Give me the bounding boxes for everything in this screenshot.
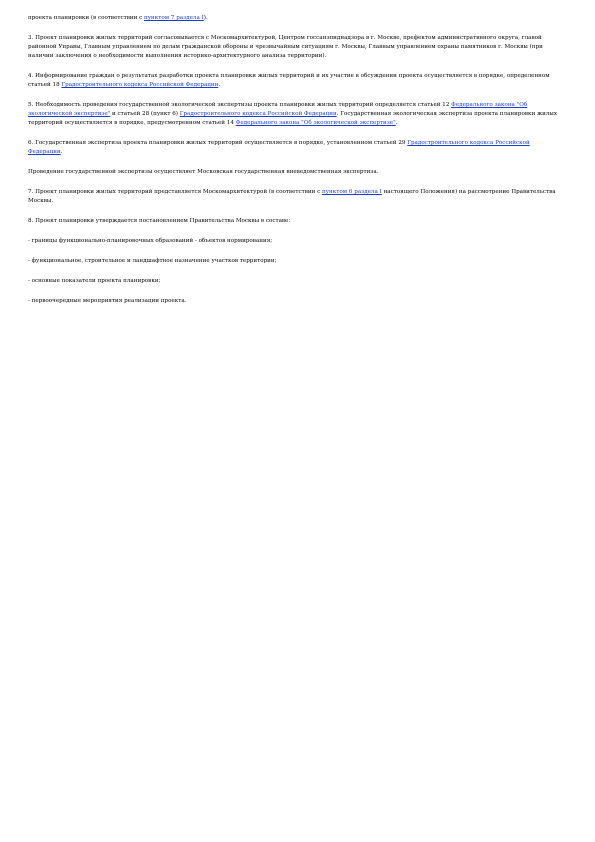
text: и статьей 28 (пункт 6)	[110, 111, 180, 117]
link-gradostroitelnyi-kodeks[interactable]: Градостроительного кодекса Российской Федерации	[179, 111, 337, 117]
document-page	[28, 14, 558, 317]
text: - основные показатели проекта планировки;	[28, 278, 161, 284]
text: ).	[203, 15, 208, 21]
text: 6. Государственная экспертиза проекта планировки жилых территорий осуществляется в порядке, установленном статьей 29	[28, 140, 408, 146]
text: .	[218, 82, 221, 88]
link-federal-law-ecological-expertise[interactable]: Федерального закона "Об экологической экспертизе"	[235, 120, 396, 126]
paragraph-6-expertise	[28, 168, 558, 177]
text: - функциональное, строительное и ландшафтное назначение участков территории;	[28, 258, 277, 264]
text: 5. Необходимость проведения государственной экологической экспертизы проекта планировки жилых территорий определяется статьей 12	[28, 102, 452, 108]
link-punkt-7-razdela-1[interactable]: пунктом 7 раздела I	[144, 15, 204, 21]
paragraph-6	[28, 139, 558, 157]
list-item	[28, 237, 558, 246]
text: настоящего Положения) на рассмотрение Правительства Москвы.	[28, 189, 556, 204]
link-federal-law-ecological-expertise[interactable]: Федерального закона "Об экологической экспертизе"	[28, 102, 528, 117]
text: .	[60, 149, 63, 155]
paragraph-continuation	[28, 14, 558, 23]
paragraph-8	[28, 217, 558, 226]
text: .	[395, 120, 398, 126]
text: Проведение государственной экспертизы осуществляет Московская государственная вневедомственная экспертиза.	[28, 169, 379, 175]
text: проекта планировки (в соответствии с	[28, 15, 145, 21]
list-item	[28, 257, 558, 266]
text: - границы функционально-планировочных образований - объектов нормирования;	[28, 238, 273, 244]
text: 4. Информирование граждан о результатах разработки проекта планировки жилых территорий и их участие в обсуждении проекта осуществляется в порядке, определенном статьей 18	[28, 73, 550, 88]
list-item	[28, 277, 558, 286]
list-item	[28, 297, 558, 306]
paragraph-5	[28, 101, 558, 128]
paragraph-4	[28, 72, 558, 90]
link-gradostroitelnyi-kodeks[interactable]: Градостроительного кодекса Российской Федерации	[28, 140, 530, 155]
text: 3. Проект планировки жилых территорий согласовывается с Москомархитектурой, Центром госсанэпиднадзора в г. Москве, префектом административного округа, главой районной Управы, Главным управлением по делам гражданской обороны и чрезвычайным ситуациям г. Москвы, Главным управлением охраны памятников г. Москвы (при наличии заключения о необходимости выполнения историко-архитектурного анализа территории).	[28, 35, 543, 59]
text: 7. Проект планировки жилых территорий представляется Москомархитектурой (в соответствии с	[28, 189, 323, 195]
link-gradostroitelnyi-kodeks[interactable]: Градостроительного кодекса Российской Федерации	[61, 82, 219, 88]
text: - первоочередные мероприятия реализации проекта.	[28, 298, 187, 304]
text: . Государственная экологическая экспертиза проекта планировки жилых территорий осуществляется в порядке, предусмотренном статьей 14	[28, 111, 558, 126]
paragraph-3	[28, 34, 558, 61]
text: 8. Проект планировки утверждается постановлением Правительства Москвы в составе:	[28, 218, 291, 224]
link-punkt-6-razdela-1[interactable]: пунктом 6 раздела I	[322, 189, 382, 195]
paragraph-7	[28, 188, 558, 206]
